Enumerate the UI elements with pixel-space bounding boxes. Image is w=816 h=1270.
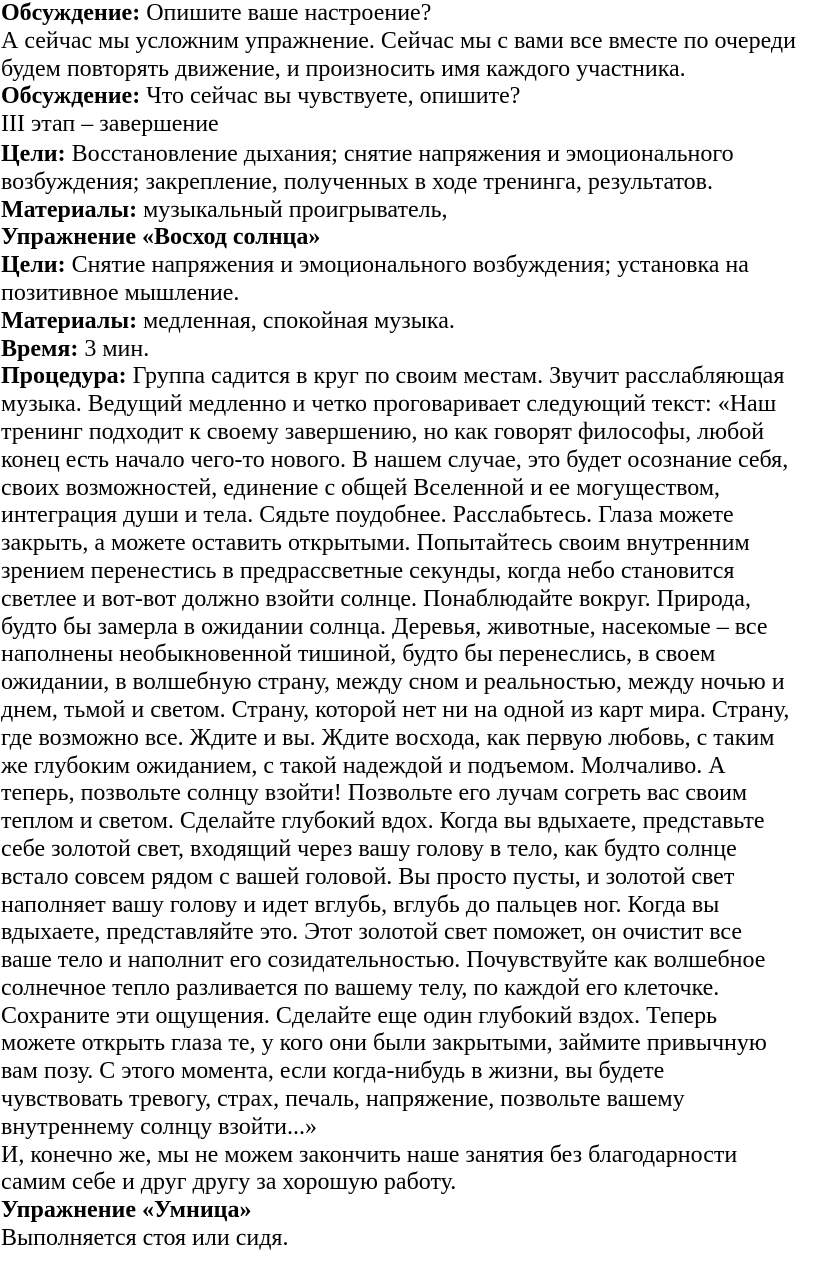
text-line <box>1 83 810 111</box>
text-line <box>1 614 810 642</box>
text-line <box>1 56 810 84</box>
text-line <box>1 947 810 975</box>
bold-label: Обсуждение: <box>1 0 141 26</box>
bold-label: Обсуждение: <box>1 83 141 110</box>
line-text: будем повторять движение, и произносить имя каждого участника. <box>1 55 686 82</box>
text-line <box>1 697 810 725</box>
text-line <box>1 1142 810 1170</box>
text-line <box>1 391 810 419</box>
text-line <box>1 1058 810 1086</box>
line-text: ваше тело и наполнит его созидательностью. Почувствуйте как волшебное <box>1 947 766 974</box>
line-text: можете открыть глаза те, у кого они были закрытыми, займите привычную <box>1 1030 767 1057</box>
text-line <box>1 753 810 781</box>
text-line <box>1 975 810 1003</box>
exercise-heading <box>1 1197 810 1225</box>
text-line <box>1 1225 810 1253</box>
line-text: Группа садится в круг по своим местам. Звучит расслабляющая <box>126 363 785 390</box>
text-line <box>1 1114 810 1142</box>
bold-label: Цели: <box>1 252 66 279</box>
section-heading <box>1 111 810 139</box>
text-line <box>1 1030 810 1058</box>
line-text: закрыть, а можете оставить открытыми. Попытайтесь своим внутренним <box>1 530 750 557</box>
line-text: днем, тьмой и светом. Страну, которой нет ни на одной из карт мира. Страну, <box>1 696 790 723</box>
line-text: Выполняется стоя или сидя. <box>1 1225 289 1252</box>
line-text: медленная, спокойная музыка. <box>137 307 455 334</box>
line-text: где возможно все. Ждите и вы. Ждите восхода, как первую любовь, с таким <box>1 724 775 751</box>
text-line <box>1 197 810 225</box>
line-text: музыкальный проигрыватель, <box>137 196 448 223</box>
text-line <box>1 419 810 447</box>
line-text: наполнены необыкновенной тишиной, будто бы перенеслись, в своем <box>1 641 716 668</box>
line-text: музыка. Ведущий медленно и четко проговаривает следующий текст: «Наш <box>1 391 777 418</box>
line-text: своих возможностей, единение с общей Вселенной и ее могуществом, <box>1 474 721 501</box>
text-line <box>1 28 810 56</box>
text-line <box>1 836 810 864</box>
line-text: себе золотой свет, входящий через вашу голову в тело, как будто солнце <box>1 835 737 862</box>
line-text: зрением перенестись в предрассветные секунды, когда небо становится <box>1 557 735 584</box>
text-line <box>1 0 810 28</box>
line-text: Сохраните эти ощущения. Сделайте еще один глубокий вздох. Теперь <box>1 1002 718 1029</box>
bold-label: Процедура: <box>1 363 127 390</box>
text-line <box>1 475 810 503</box>
bold-label: Цели: <box>1 140 66 167</box>
bold-label: Упражнение «Восход солнца» <box>1 224 321 251</box>
line-text: же глубоким ожиданием, с такой надеждой и подъемом. Молчаливо. А <box>1 752 726 779</box>
text-line <box>1 280 810 308</box>
line-text: А сейчас мы усложним упражнение. Сейчас мы с вами все вместе по очереди <box>1 27 796 54</box>
bold-label: Материалы: <box>1 307 138 334</box>
line-text: конец есть начало чего-то нового. В нашем случае, это будет осознание себя, <box>1 446 789 473</box>
text-line <box>1 669 810 697</box>
line-text: будто бы замерла в ожидании солнца. Деревья, животные, насекомые – все <box>1 613 768 640</box>
text-line <box>1 252 810 280</box>
text-line <box>1 725 810 753</box>
text-line <box>1 141 810 169</box>
line-text: возбуждения; закрепление, полученных в ходе тренинга, результатов. <box>1 168 714 195</box>
exercise-heading <box>1 224 810 252</box>
line-text: теплом и светом. Сделайте глубокий вдох. Когда вы вдыхаете, представьте <box>1 808 765 835</box>
text-line <box>1 1086 810 1114</box>
text-line <box>1 641 810 669</box>
line-text: ожидании, в волшебную страну, между сном и реальностью, между ночью и <box>1 669 785 696</box>
text-line <box>1 1003 810 1031</box>
line-text: позитивное мышление. <box>1 279 240 306</box>
text-line <box>1 308 810 336</box>
line-text: вам позу. С этого момента, если когда-нибудь в жизни, вы будете <box>1 1058 665 1085</box>
line-text: внутреннему солнцу взойти...» <box>1 1113 317 1140</box>
text-line <box>1 864 810 892</box>
text-line <box>1 336 810 364</box>
line-text: Что сейчас вы чувствуете, опишите? <box>140 83 521 110</box>
text-line <box>1 363 810 391</box>
text-line <box>1 530 810 558</box>
line-text: Восстановление дыхания; снятие напряжения и эмоционального <box>65 140 734 167</box>
line-text: 3 мин. <box>78 335 150 362</box>
line-text: III этап – завершение <box>1 111 219 138</box>
text-line <box>1 780 810 808</box>
bold-label: Время: <box>1 335 79 362</box>
text-line <box>1 502 810 530</box>
bold-label: Материалы: <box>1 196 138 223</box>
line-text: наполняет вашу голову и идет вглубь, вглубь до пальцев ног. Когда вы <box>1 891 720 918</box>
line-text: Опишите ваше настроение? <box>140 0 432 26</box>
line-text: чувствовать тревогу, страх, печаль, напряжение, позвольте вашему <box>1 1086 685 1113</box>
line-text: вдыхаете, представляйте это. Этот золотой свет поможет, он очистит все <box>1 919 743 946</box>
line-text: Снятие напряжения и эмоционального возбуждения; установка на <box>65 252 749 279</box>
text-line <box>1 919 810 947</box>
line-text: тренинг подходит к своему завершению, но как говорят философы, любой <box>1 418 765 445</box>
text-line <box>1 586 810 614</box>
text-line <box>1 447 810 475</box>
text-line <box>1 558 810 586</box>
text-line <box>1 892 810 920</box>
line-text: самим себе и друг другу за хорошую работу. <box>1 1169 457 1196</box>
line-text: солнечное тепло разливается по вашему телу, по каждой его клеточке. <box>1 974 720 1001</box>
line-text: светлее и вот-вот должно взойти солнце. Понаблюдайте вокруг. Природа, <box>1 585 751 612</box>
text-line <box>1 169 810 197</box>
line-text: теперь, позвольте солнцу взойти! Позвольте его лучам согреть вас своим <box>1 780 748 807</box>
bold-label: Упражнение «Умница» <box>1 1197 252 1224</box>
line-text: интеграция души и тела. Сядьте поудобнее. Расслабьтесь. Глаза можете <box>1 502 734 529</box>
line-text: встало совсем рядом с вашей головой. Вы просто пусты, и золотой свет <box>1 863 735 890</box>
text-line <box>1 1169 810 1197</box>
line-text: И, конечно же, мы не можем закончить наше занятия без благодарности <box>1 1141 738 1168</box>
text-line <box>1 808 810 836</box>
